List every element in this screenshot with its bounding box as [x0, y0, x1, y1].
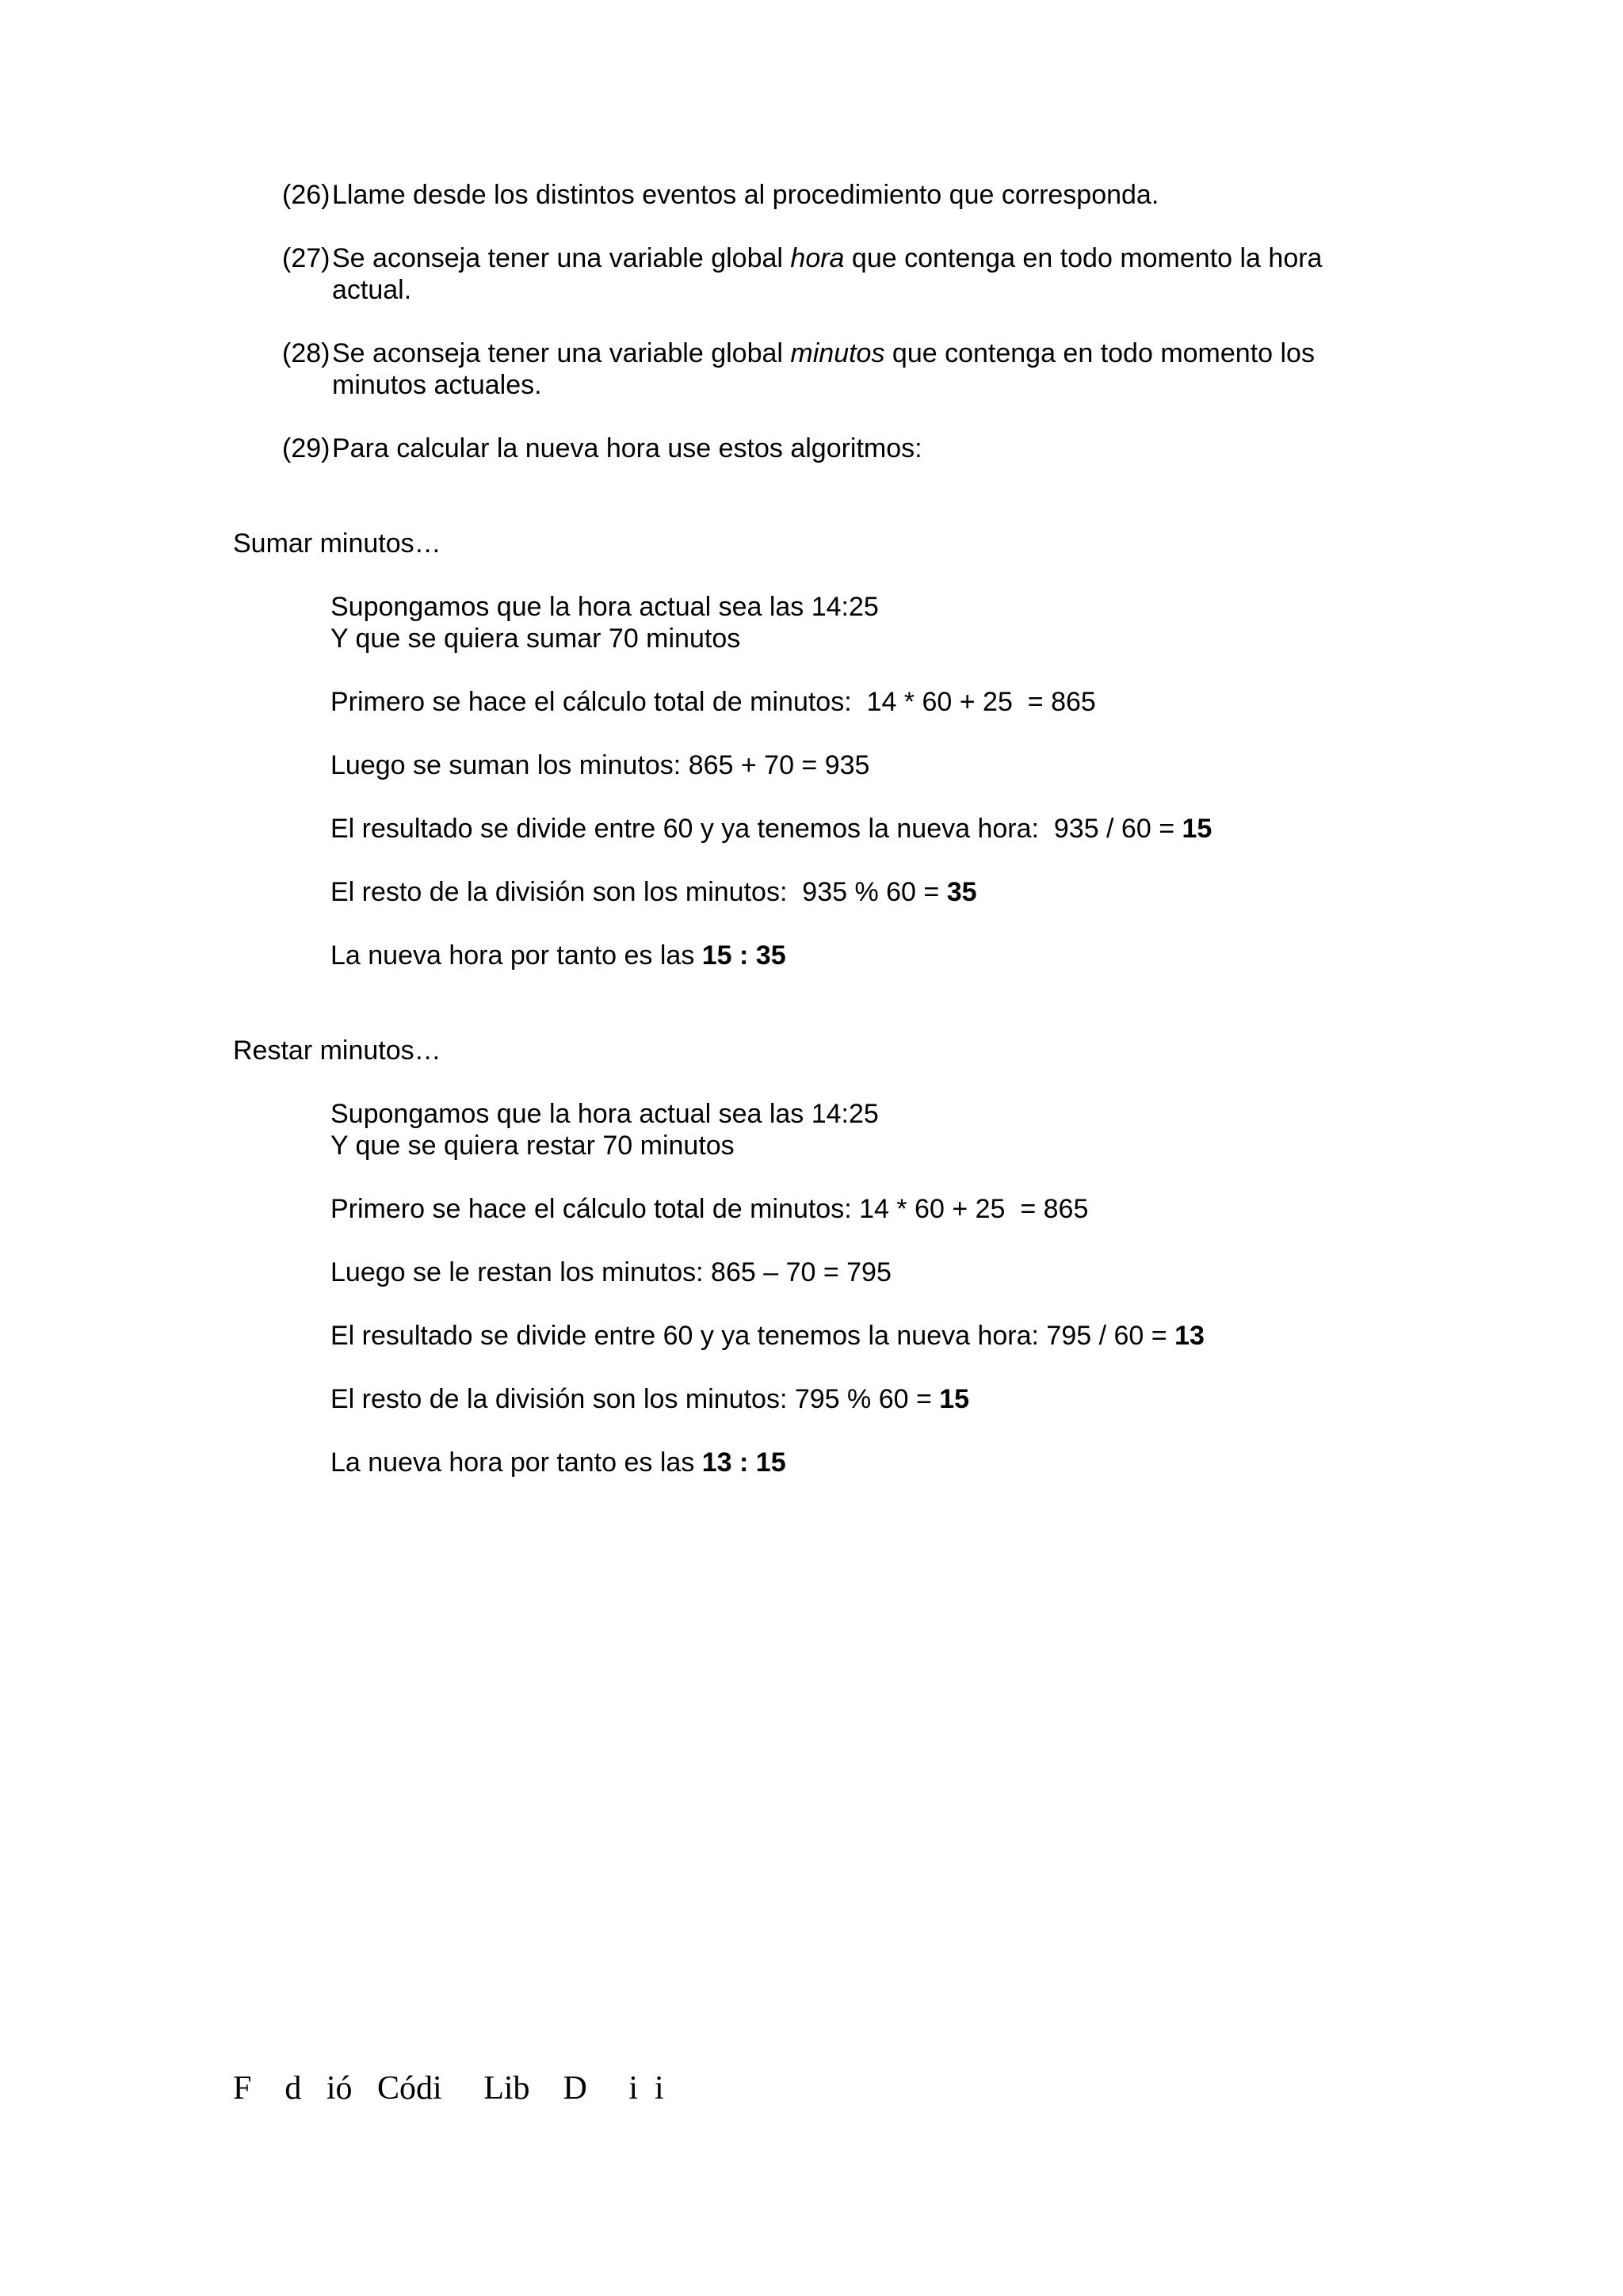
- example-line: Y que se quiera restar 70 minutos: [330, 1131, 735, 1161]
- instruction-number: (28): [282, 338, 330, 368]
- section-heading-restar: Restar minutos…: [233, 1035, 441, 1066]
- example-line: Y que se quiera sumar 70 minutos: [330, 624, 741, 654]
- result-hour: 13: [1174, 1321, 1205, 1351]
- example-line: [330, 1383, 969, 1415]
- variable-name-hora: hora: [790, 243, 845, 273]
- example-line: Primero se hace el cálculo total de minutos: 14 * 60 + 25 = 865: [330, 687, 1096, 717]
- example-line: [330, 1320, 1205, 1352]
- section-heading-sumar: Sumar minutos…: [233, 528, 441, 559]
- instruction-29: [282, 433, 1407, 464]
- example-line: Luego se suman los minutos: 865 + 70 = 935: [330, 750, 870, 780]
- example-line: [330, 940, 786, 971]
- instruction-text: Se aconseja tener una variable global: [332, 243, 791, 273]
- instruction-28: [282, 338, 1407, 401]
- instruction-26: [282, 179, 1407, 211]
- result-time: 13 : 15: [701, 1447, 786, 1478]
- example-line: Primero se hace el cálculo total de minutos: 14 * 60 + 25 = 865: [330, 1194, 1089, 1224]
- variable-name-minutos: minutos: [790, 338, 885, 368]
- example-line-text: El resultado se divide entre 60 y ya tenemos la nueva hora: 935 / 60 =: [330, 814, 1182, 844]
- result-hour: 15: [1182, 814, 1212, 844]
- result-time: 15 : 35: [701, 940, 786, 971]
- example-line-text: La nueva hora por tanto es las: [330, 940, 702, 971]
- instruction-text-cont: que contenga en todo momento los minutos actuales.: [332, 338, 1315, 400]
- example-line-text: El resto de la división son los minutos: 935 % 60 =: [330, 877, 947, 907]
- instruction-text: Llame desde los distintos eventos al procedimiento que corresponda.: [332, 180, 1159, 210]
- example-line: [330, 876, 977, 908]
- instruction-text-cont: que contenga en todo momento la hora actual.: [332, 243, 1323, 305]
- instruction-text: Se aconseja tener una variable global: [332, 338, 791, 368]
- instruction-number: (29): [282, 433, 330, 463]
- instruction-number: (26): [282, 180, 330, 210]
- example-line-text: El resultado se divide entre 60 y ya tenemos la nueva hora: 795 / 60 =: [330, 1321, 1175, 1351]
- instruction-text: Para calcular la nueva hora use estos algoritmos:: [332, 433, 922, 463]
- example-line: Luego se le restan los minutos: 865 – 70 = 795: [330, 1257, 892, 1287]
- example-line: [330, 813, 1212, 845]
- page-footer: F d ió Códi Lib D i i: [233, 2070, 664, 2107]
- result-minutes: 35: [946, 877, 977, 907]
- example-line: Supongamos que la hora actual sea las 14:25: [330, 592, 879, 622]
- example-line: [330, 1447, 786, 1478]
- instruction-27: [282, 242, 1407, 306]
- instruction-number: (27): [282, 243, 330, 273]
- example-line-text: El resto de la división son los minutos: 795 % 60 =: [330, 1384, 940, 1414]
- example-line: Supongamos que la hora actual sea las 14:25: [330, 1099, 879, 1129]
- example-line-text: La nueva hora por tanto es las: [330, 1447, 702, 1478]
- result-minutes: 15: [939, 1384, 970, 1414]
